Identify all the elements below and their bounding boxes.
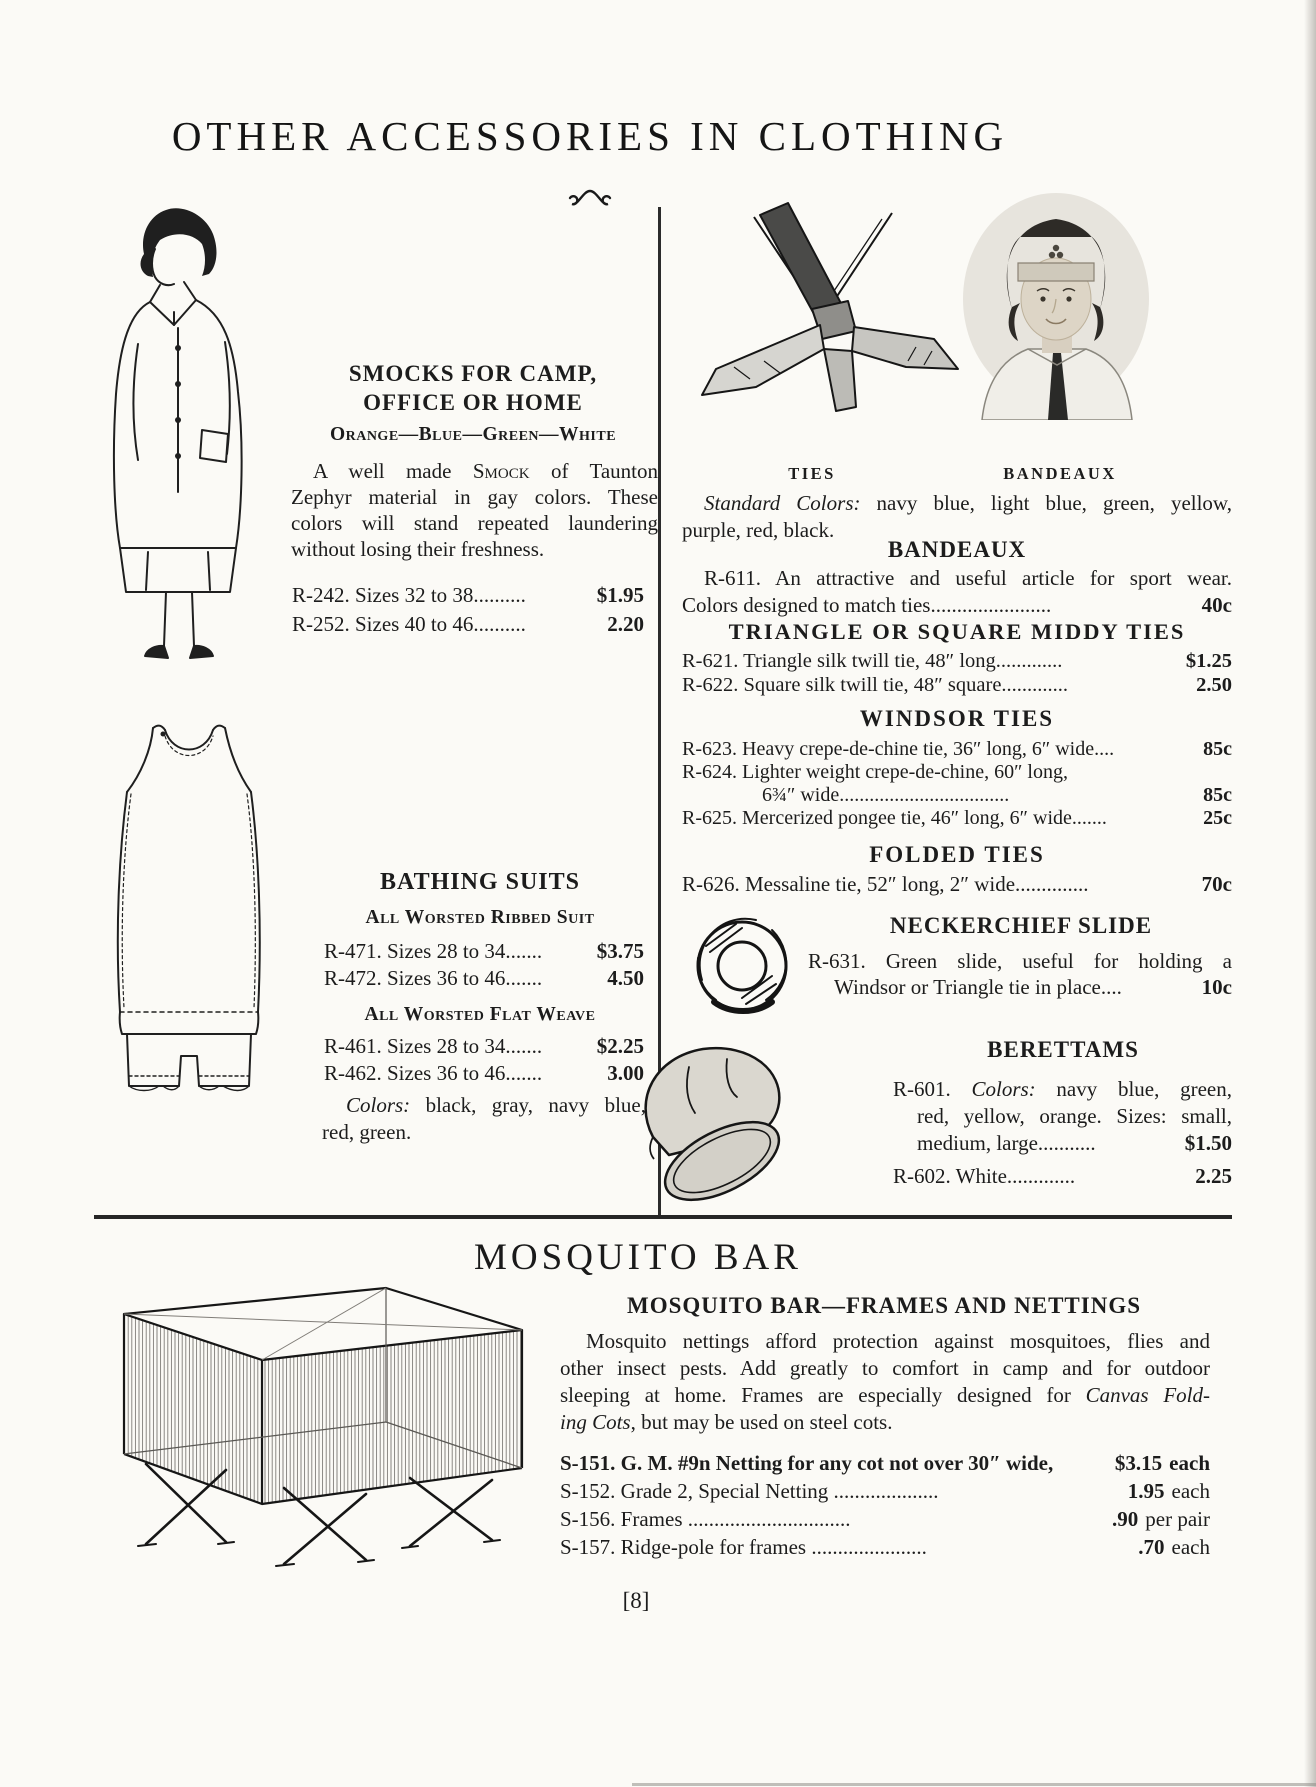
- folded-price-list: [682, 872, 1232, 897]
- item-price: $3.75: [596, 939, 644, 963]
- item-description: R-626. Messaline tie, 52″ long, 2″ wide..............: [682, 872, 1089, 896]
- section-divider: [94, 1215, 1232, 1219]
- catalog-line: [682, 738, 1232, 761]
- mosquito-paragraph-line2: other insect pests. Add greatly to comfort in camp and for outdoor: [560, 1356, 1210, 1380]
- windsor-price-list: [682, 738, 1232, 830]
- catalog-line: [682, 649, 1232, 673]
- catalog-line: [560, 1477, 1210, 1505]
- catalog-line: [682, 761, 1232, 784]
- page-title: OTHER ACCESSORIES IN CLOTHING: [171, 113, 1009, 159]
- catalog-line: [560, 1449, 1210, 1477]
- smocks-paragraph-line3: colors will stand repeated laundering: [291, 511, 658, 535]
- smocks-paragraph-text: A well made: [313, 459, 473, 483]
- berettams-r601-line1: [893, 1076, 1232, 1103]
- mosquito-paragraph-text: sleeping at home. Frames are especially designed for: [560, 1383, 1086, 1407]
- catalog-line: [682, 784, 1232, 807]
- item-description: R-472. Sizes 36 to 46.......: [324, 966, 543, 990]
- bathing-price-list-1: [324, 938, 644, 992]
- item-description: R-621. Triangle silk twill tie, 48″ long.............: [682, 650, 1063, 672]
- item-price: 85c: [1203, 738, 1232, 760]
- page-bottom-shadow: [632, 1783, 1316, 1786]
- bandeaux-heading: BANDEAUX: [887, 537, 1027, 562]
- mosquito-paragraph-line3: [560, 1382, 1210, 1409]
- neckerchief-lines: [808, 948, 1232, 1000]
- catalog-line: [560, 1505, 1210, 1533]
- standard-colors-line2: purple, red, black.: [682, 518, 835, 542]
- catalog-line: [682, 872, 1232, 897]
- item-price: 2.20: [607, 612, 644, 636]
- catalog-line: [682, 592, 1232, 619]
- item-description: R-461. Sizes 28 to 34.......: [324, 1034, 543, 1058]
- bathing-colors-line1: [322, 1092, 646, 1119]
- item-description: S-156. Frames ...............................: [560, 1507, 851, 1531]
- mosquito-heading: MOSQUITO BAR—FRAMES AND NETTINGS: [626, 1293, 1141, 1318]
- catalog-line: [808, 974, 1232, 1000]
- item-description: R-602. White.............: [893, 1164, 1076, 1188]
- smocks-paragraph: [291, 458, 658, 562]
- smocks-heading: [288, 359, 658, 417]
- page-number: [8]: [622, 1588, 650, 1613]
- colors-label: Colors:: [346, 1093, 411, 1117]
- item-description: Colors designed to match ties.......................: [682, 593, 1052, 617]
- mosquito-bar-illustration: [94, 1272, 541, 1578]
- mosquito-title: MOSQUITO BAR: [474, 1237, 802, 1278]
- item-description: R-242. Sizes 32 to 38..........: [292, 583, 526, 607]
- standard-colors-text: navy blue, light blue, green, yellow,: [860, 491, 1232, 515]
- bathing-suit-illustration: [93, 714, 291, 1166]
- smocks-paragraph-line2: Zephyr material in gay colors. These: [291, 485, 658, 509]
- item-description: Windsor or Triangle tie in place....: [834, 975, 1122, 999]
- smock-woman-illustration: [78, 192, 285, 692]
- catalog-line: [324, 1033, 644, 1060]
- item-description: R-625. Mercerized pongee tie, 46″ long, 6″ wide.......: [682, 807, 1107, 829]
- smocks-price-list: [292, 581, 644, 639]
- bandeaux-line1: R-611. An attractive and useful article for sport wear.: [704, 566, 1232, 590]
- mosquito-paragraph-line1: Mosquito nettings afford protection against mosquitoes, flies and: [586, 1329, 1210, 1353]
- mosquito-paragraph-italic: ing Cots: [560, 1410, 631, 1434]
- item-description: R-252. Sizes 40 to 46..........: [292, 612, 526, 636]
- item-unit: each: [1169, 1451, 1210, 1475]
- colors-text: navy blue, green,: [1035, 1077, 1232, 1101]
- mosquito-paragraph-line4: [560, 1409, 1210, 1436]
- smocks-heading-line1: SMOCKS FOR CAMP,: [348, 361, 598, 386]
- item-price: .70: [1138, 1535, 1165, 1559]
- smocks-colors-line: Orange—Blue—Green—White: [329, 424, 617, 445]
- standard-colors-note: [682, 490, 1232, 544]
- bandeaux-lines: [682, 565, 1232, 619]
- item-description: S-152. Grade 2, Special Netting ....................: [560, 1479, 939, 1503]
- middy-price-list: [682, 649, 1232, 697]
- item-description: R-471. Sizes 28 to 34.......: [324, 939, 543, 963]
- middy-heading: TRIANGLE OR SQUARE MIDDY TIES: [728, 619, 1186, 644]
- catalog-line: [324, 938, 644, 965]
- item-description: R-623. Heavy crepe-de-chine tie, 36″ long, 6″ wide....: [682, 738, 1115, 760]
- item-description: S-151. G. M. #9n Netting for any cot not over 30″ wide,: [560, 1451, 1054, 1475]
- folded-heading: FOLDED TIES: [869, 842, 1045, 867]
- catalog-line: [893, 1130, 1232, 1157]
- berettams-heading: BERETTAMS: [987, 1037, 1139, 1062]
- neckerchief-slide-illustration: [686, 904, 798, 1022]
- bathing-sub1: All Worsted Ribbed Suit: [365, 907, 595, 928]
- mosquito-paragraph-text: , but may be used on steel cots.: [630, 1410, 893, 1434]
- ties-illustration: [694, 197, 966, 457]
- item-unit: each: [1171, 1479, 1210, 1503]
- bandeaux-portrait-photo: [960, 187, 1152, 420]
- catalog-line: [292, 581, 644, 610]
- title-flourish-icon: [558, 186, 622, 208]
- item-description: 6¾″ wide..................................: [762, 784, 1010, 806]
- item-description: S-157. Ridge-pole for frames ......................: [560, 1535, 927, 1559]
- bathing-sub2: All Worsted Flat Weave: [364, 1004, 596, 1025]
- windsor-heading: WINDSOR TIES: [859, 706, 1055, 731]
- catalog-line: [324, 965, 644, 992]
- item-description: R-622. Square silk twill tie, 48″ square.............: [682, 674, 1069, 696]
- item-price: 2.25: [1195, 1164, 1232, 1188]
- item-price: $1.95: [596, 583, 644, 607]
- catalog-line: [292, 610, 644, 639]
- bathing-colors-note: [322, 1092, 646, 1146]
- item-price: .90: [1112, 1507, 1139, 1531]
- item-price: 4.50: [607, 966, 644, 990]
- item-price: 10c: [1201, 975, 1232, 999]
- catalog-line: [324, 1060, 644, 1087]
- catalog-line: [682, 673, 1232, 697]
- item-unit: per pair: [1145, 1507, 1210, 1531]
- item-description: medium, large...........: [917, 1131, 1096, 1155]
- item-price: 70c: [1201, 872, 1232, 896]
- bathing-heading: BATHING SUITS: [380, 869, 580, 895]
- standard-colors-label: Standard Colors:: [704, 491, 861, 515]
- bandeaux-caption: BANDEAUX: [1003, 464, 1117, 483]
- neckerchief-heading: NECKERCHIEF SLIDE: [889, 913, 1153, 938]
- smocks-heading-line2: OFFICE OR HOME: [363, 390, 583, 415]
- berettams-r602: [893, 1163, 1232, 1190]
- berettams-r601: [893, 1076, 1232, 1157]
- berettams-r601-line2: red, yellow, orange. Sizes: small,: [917, 1104, 1232, 1128]
- smocks-paragraph-line1: [291, 458, 658, 484]
- item-price: 2.50: [1196, 674, 1232, 696]
- item-price: $1.25: [1185, 650, 1232, 672]
- colors-label: Colors:: [971, 1077, 1036, 1101]
- smocks-paragraph-line4: without losing their freshness.: [291, 537, 545, 561]
- neckerchief-line1: R-631. Green slide, useful for holding a: [808, 949, 1232, 973]
- bathing-colors-line2: red, green.: [322, 1120, 412, 1144]
- item-price: 3.00: [607, 1061, 644, 1085]
- ties-caption: TIES: [788, 464, 836, 483]
- item-price: $1.50: [1184, 1131, 1232, 1155]
- beret-illustration: [625, 1037, 795, 1210]
- item-price: 1.95: [1127, 1479, 1165, 1503]
- item-description: R-462. Sizes 36 to 46.......: [324, 1061, 543, 1085]
- item-price: $3.15: [1114, 1451, 1163, 1475]
- item-price: 25c: [1203, 807, 1232, 829]
- smocks-paragraph-smallcaps: Smock: [472, 459, 530, 483]
- item-price: $2.25: [596, 1034, 644, 1058]
- standard-colors-line1: [682, 490, 1232, 517]
- item-price: 40c: [1201, 593, 1232, 617]
- item-description: R-624. Lighter weight crepe-de-chine, 60″ long,: [682, 761, 1068, 783]
- item-price: 85c: [1203, 784, 1232, 806]
- smocks-paragraph-text: of Taunton: [529, 459, 658, 483]
- mosquito-paragraph: [560, 1328, 1210, 1436]
- catalog-line: [682, 807, 1232, 830]
- item-unit: each: [1171, 1535, 1210, 1559]
- colors-text: black, gray, navy blue,: [410, 1093, 646, 1117]
- bathing-price-list-2: [324, 1033, 644, 1087]
- page-edge-shadow: [1304, 0, 1316, 1787]
- catalog-line: [893, 1163, 1232, 1190]
- mosquito-paragraph-italic: Canvas Fold-: [1085, 1383, 1210, 1407]
- item-code: R-601.: [893, 1077, 972, 1101]
- catalog-line: [560, 1533, 1210, 1561]
- mosquito-price-list: [560, 1449, 1210, 1561]
